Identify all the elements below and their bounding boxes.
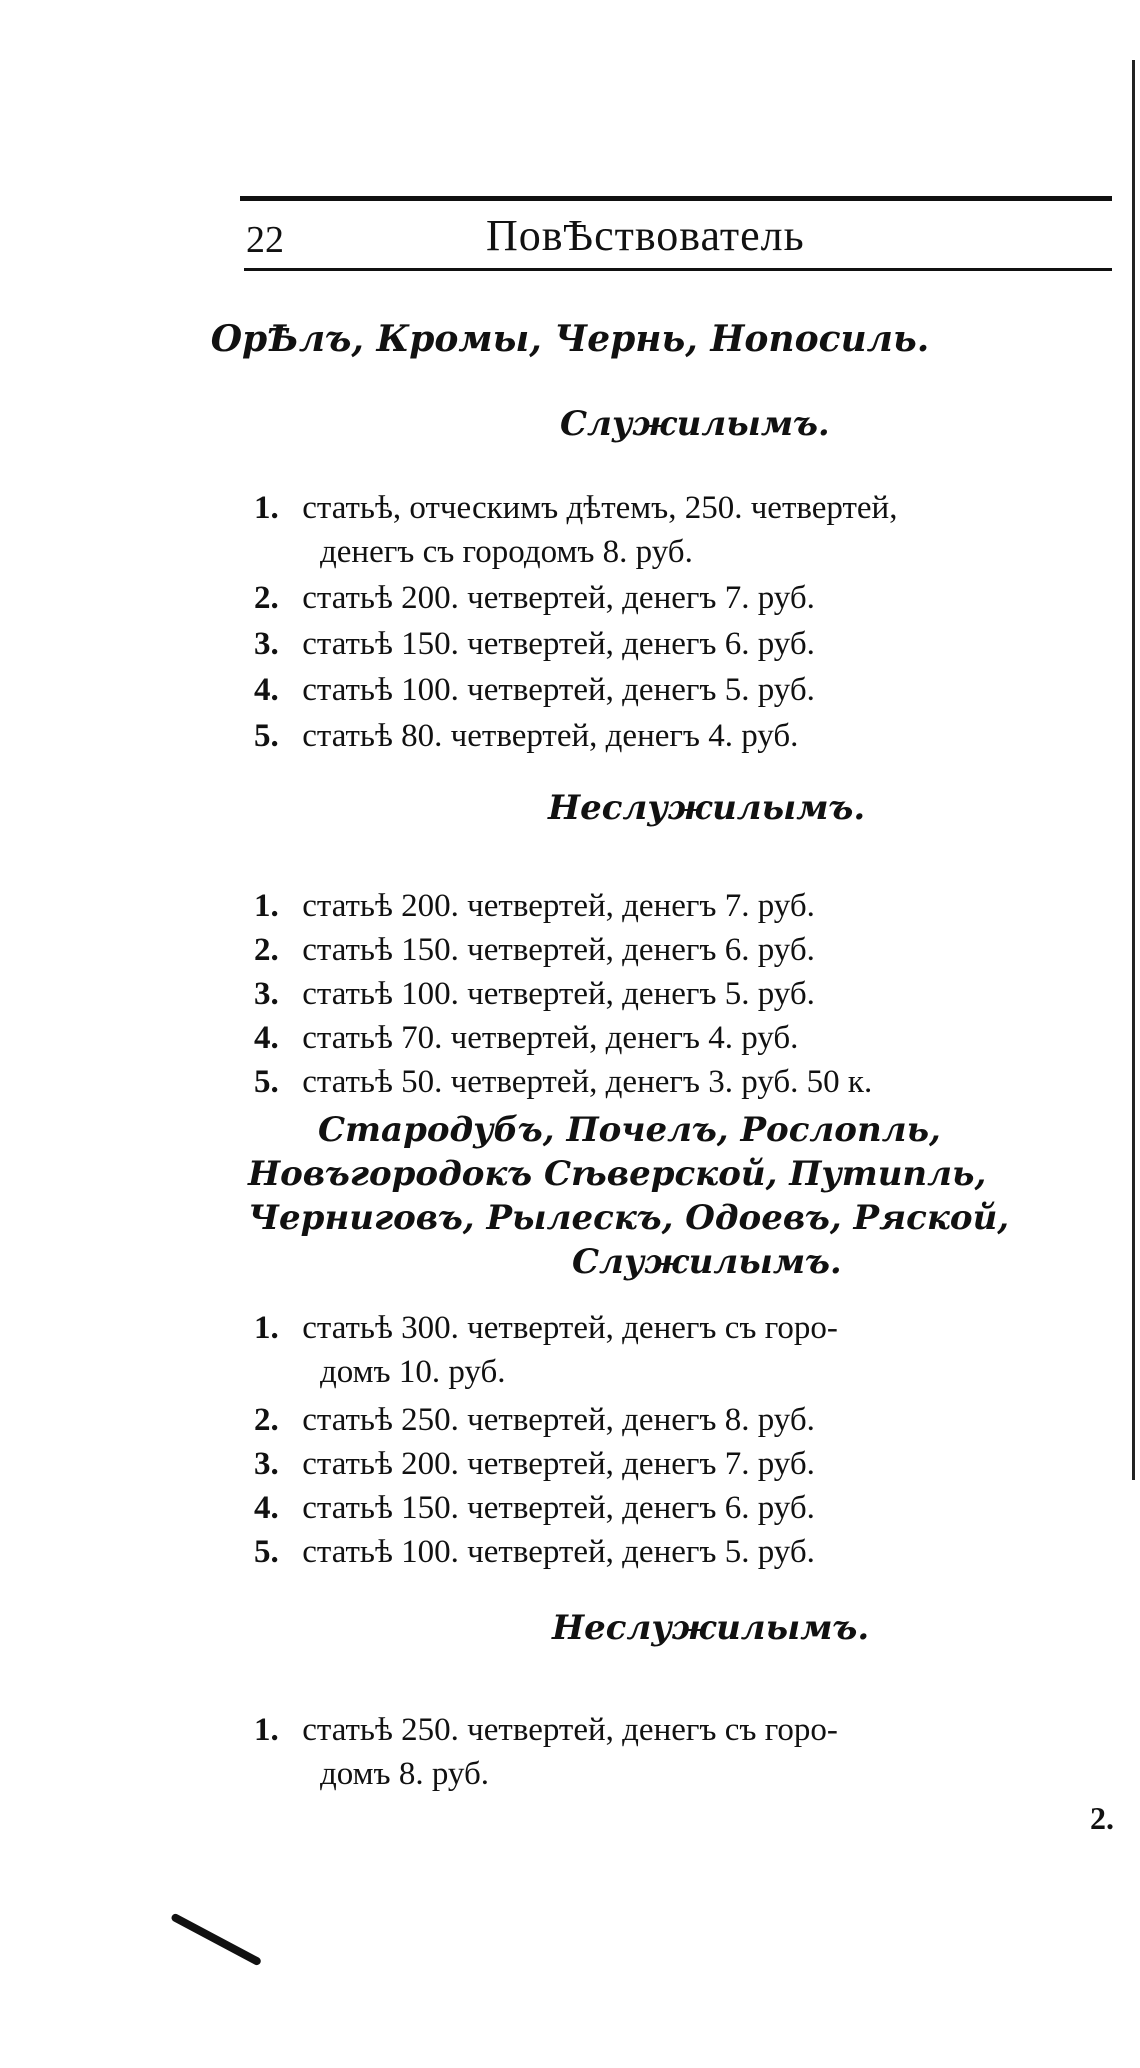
entry-text: статьѣ 100. четвертей, денегъ 5. руб. — [302, 976, 815, 1012]
entry-text: статьѣ 300. четвертей, денегъ съ горо- — [302, 1310, 838, 1346]
entry-text: статьѣ 150. четвертей, денегъ 6. руб. — [302, 1490, 815, 1526]
list-item — [254, 1306, 1124, 1394]
entry-number: 1. — [254, 888, 279, 924]
entry-text: статьѣ, отческимъ дѣтемъ, 250. четвертей, — [302, 490, 898, 526]
list-item — [254, 1016, 1124, 1060]
places-paragraph: Стародубъ, Почелъ, Рослопль, Новъгородокъ Сѣверской, Путипль, Черниговъ, Рылескъ, Одоевъ, Ряской, — [248, 1110, 1010, 1238]
entry-number: 5. — [254, 1064, 279, 1100]
entry-text: статьѣ 100. четвертей, денегъ 5. руб. — [302, 672, 815, 708]
section-title-unserved: Неслужилымъ. — [548, 788, 866, 828]
entry-text: статьѣ 150. четвертей, денегъ 6. руб. — [302, 932, 815, 968]
ink-blot — [170, 1912, 262, 1966]
entry-text: статьѣ 80. четвертей, денегъ 4. руб. — [302, 718, 799, 754]
entry-text: статьѣ 200. четвертей, денегъ 7. руб. — [302, 888, 815, 924]
entry-number: 1. — [254, 490, 279, 526]
list-item — [254, 1486, 1124, 1530]
section-title-served-2: Служилымъ. — [572, 1242, 842, 1282]
entry-text: статьѣ 100. четвертей, денегъ 5. руб. — [302, 1534, 815, 1570]
entry-text-continued: домъ 8. руб. — [320, 1756, 490, 1792]
entry-number: 5. — [254, 1534, 279, 1570]
entry-number: 1. — [254, 1310, 279, 1346]
list-item — [254, 714, 1124, 758]
entry-number: 2. — [254, 580, 279, 616]
header-rule-top — [240, 196, 1112, 201]
entry-text-continued: денегъ съ городомъ 8. руб. — [320, 534, 693, 570]
list-item — [254, 972, 1124, 1016]
entry-text: статьѣ 200. четвертей, денегъ 7. руб. — [302, 580, 815, 616]
list-item — [254, 1398, 1124, 1442]
section-title-served: Служилымъ. — [560, 404, 830, 444]
entry-text: статьѣ 70. четвертей, денегъ 4. руб. — [302, 1020, 799, 1056]
header-rule-bottom — [244, 268, 1112, 271]
list-item — [254, 884, 1124, 928]
entry-number: 3. — [254, 626, 279, 662]
list-item — [254, 928, 1124, 972]
catchword: 2. — [1090, 1800, 1114, 1836]
entry-number: 4. — [254, 672, 279, 708]
running-title: ПовѢствователь — [486, 211, 805, 260]
entry-number: 1. — [254, 1712, 279, 1748]
list-item — [254, 576, 1124, 620]
entry-text: статьѣ 250. четвертей, денегъ съ горо- — [302, 1712, 838, 1748]
entry-number: 2. — [254, 1402, 279, 1438]
list-item — [254, 1530, 1124, 1574]
entry-text: статьѣ 250. четвертей, денегъ 8. руб. — [302, 1402, 815, 1438]
entry-text: статьѣ 200. четвертей, денегъ 7. руб. — [302, 1446, 815, 1482]
list-item — [254, 486, 1124, 574]
entry-number: 5. — [254, 718, 279, 754]
page-edge-line — [1132, 60, 1135, 1480]
entry-text: статьѣ 50. четвертей, денегъ 3. руб. 50 к. — [302, 1064, 873, 1100]
list-item — [254, 668, 1124, 712]
list-item — [254, 1060, 1124, 1104]
entry-text-continued: домъ 10. руб. — [320, 1354, 506, 1390]
entry-number: 4. — [254, 1020, 279, 1056]
entry-number: 4. — [254, 1490, 279, 1526]
entry-number: 3. — [254, 1446, 279, 1482]
list-item — [254, 1442, 1124, 1486]
entry-text: статьѣ 150. четвертей, денегъ 6. руб. — [302, 626, 815, 662]
entry-number: 2. — [254, 932, 279, 968]
entry-number: 3. — [254, 976, 279, 1012]
place-heading: ОрѢлъ, Кромы, Чернь, Нопосиль. — [210, 318, 930, 360]
list-item — [254, 1708, 1124, 1796]
section-title-unserved-2: Неслужилымъ. — [552, 1608, 870, 1648]
page-number: 22 — [246, 219, 284, 261]
list-item — [254, 622, 1124, 666]
